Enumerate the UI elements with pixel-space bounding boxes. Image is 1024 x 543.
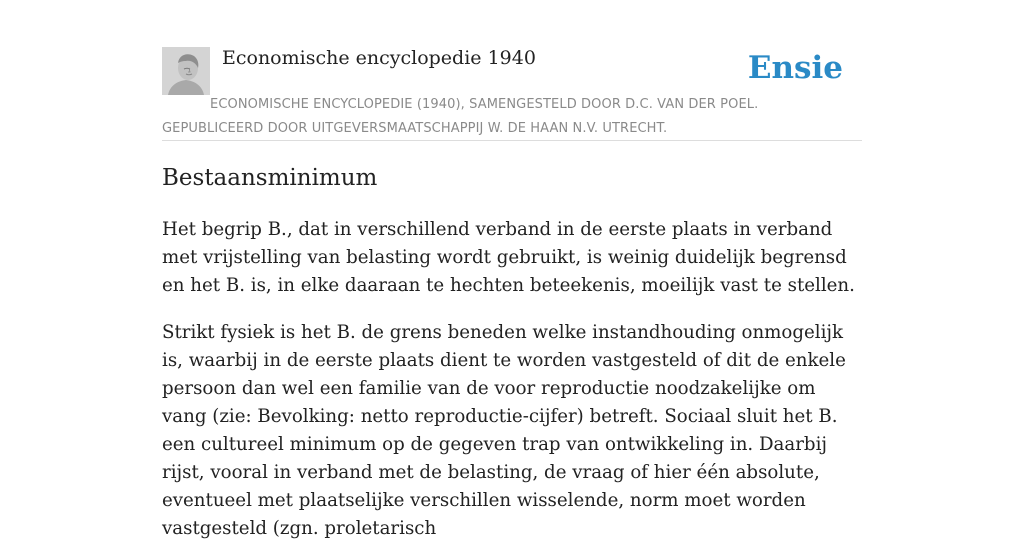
article bbox=[162, 162, 862, 543]
article-title: Bestaansminimum bbox=[162, 165, 378, 191]
article-paragraph-1: Het begrip B., dat in verschillend verband in de eerste plaats in verband met vrijstelling van belasting wordt gebruikt, is weinig duidelijk begrensd en het B. is, in elke daaraan te hechten beteekenis, moeilijk vast te stellen. bbox=[162, 219, 855, 296]
publication-info bbox=[162, 93, 862, 141]
publication-info-line-2: GEPUBLICEERD DOOR UITGEVERSMAATSCHAPPIJ W. DE HAAN N.V. UTRECHT. bbox=[162, 121, 668, 136]
publication-info-line-1: ECONOMISCHE ENCYCLOPEDIE (1940), SAMENGESTELD DOOR D.C. VAN DER POEL. bbox=[210, 97, 759, 112]
site-title[interactable]: Economische encyclopedie 1940 bbox=[222, 47, 536, 69]
brand-logo[interactable]: Ensie bbox=[747, 50, 843, 86]
site-header bbox=[162, 44, 862, 141]
portrait-icon bbox=[162, 47, 210, 95]
article-paragraph-2: Strikt fysiek is het B. de grens beneden welke instandhouding onmogelijk is, waarbij in de eerste plaats dient te worden vastgesteld of dit de enkele persoon dan wel een familie van de voor reproductie noodzakelijke om vang (zie: Bevolking: netto reproductie-cijfer) betreft. Sociaal sluit het B. een cultureel minimum op de gegeven trap van ontwikkeling in. Daarbij rijst, vooral in verband met de belasting, de vraag of hier één absolute, eventueel met plaatselijke verschillen wisselende, norm moet worden vastgesteld (zgn. proletarisch bbox=[162, 322, 846, 539]
author-portrait-avatar[interactable] bbox=[162, 47, 210, 95]
